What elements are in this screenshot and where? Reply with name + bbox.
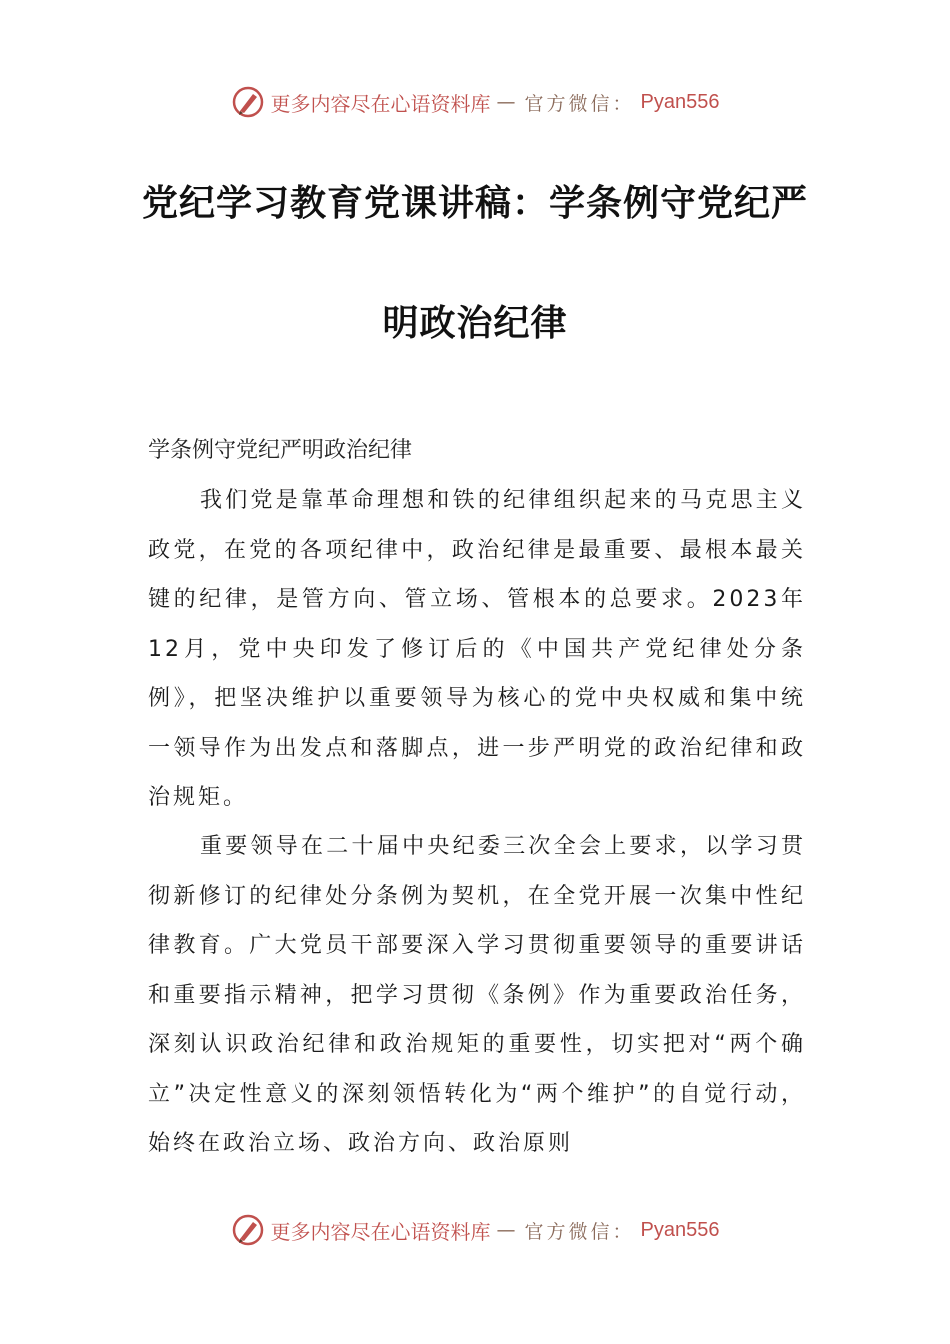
banner-site-text: 更多内容尽在心语资料库	[270, 1219, 491, 1244]
paragraph: 我们党是靠革命理想和铁的纪律组织起来的马克思主义政党，在党的各项纪律中，政治纪律是最重要、最根本最关键的纪律，是管方向、管立场、管根本的总要求。2023年12月，党中央印发了修订后的《中国共产党纪律处分条例》，把坚决维护以重要领导为核心的党中央权威和集中统一领导作为出发点和落脚点，进一步严明党的政治纪律和政治规矩。	[148, 488, 806, 810]
banner-wechat-id: Pyan556	[640, 90, 720, 113]
document-title-line-1: 党纪学习教育党课讲稿：学条例守党纪严	[141, 182, 808, 224]
footer-banner	[0, 1210, 950, 1250]
document-title-line-2: 明政治纪律	[382, 302, 568, 344]
header-banner	[0, 82, 950, 122]
banner-dash: —	[496, 1219, 519, 1241]
pen-logo-icon	[231, 85, 265, 119]
pen-logo-icon	[231, 1213, 265, 1247]
banner-official-text: 官方微信：	[524, 1220, 635, 1243]
paragraph: 重要领导在二十届中央纪委三次全会上要求，以学习贯彻新修订的纪律处分条例为契机，在全党开展一次集中性纪律教育。广大党员干部要深入学习贯彻重要领导的重要讲话和重要指示精神，把学习贯彻《条例》作为重要政治任务，深刻认识政治纪律和政治规矩的重要性，切实把对“两个确立”决定性意义的深刻领悟转化为“两个维护”的自觉行动，始终在政治立场、政治方向、政治原则	[148, 834, 806, 1156]
banner-wechat-id: Pyan556	[640, 1218, 720, 1241]
banner-official-text: 官方微信：	[524, 92, 635, 115]
banner-dash: —	[496, 91, 519, 113]
document-subtitle: 学条例守党纪严明政治纪律	[148, 438, 413, 463]
banner-site-text: 更多内容尽在心语资料库	[270, 91, 491, 116]
